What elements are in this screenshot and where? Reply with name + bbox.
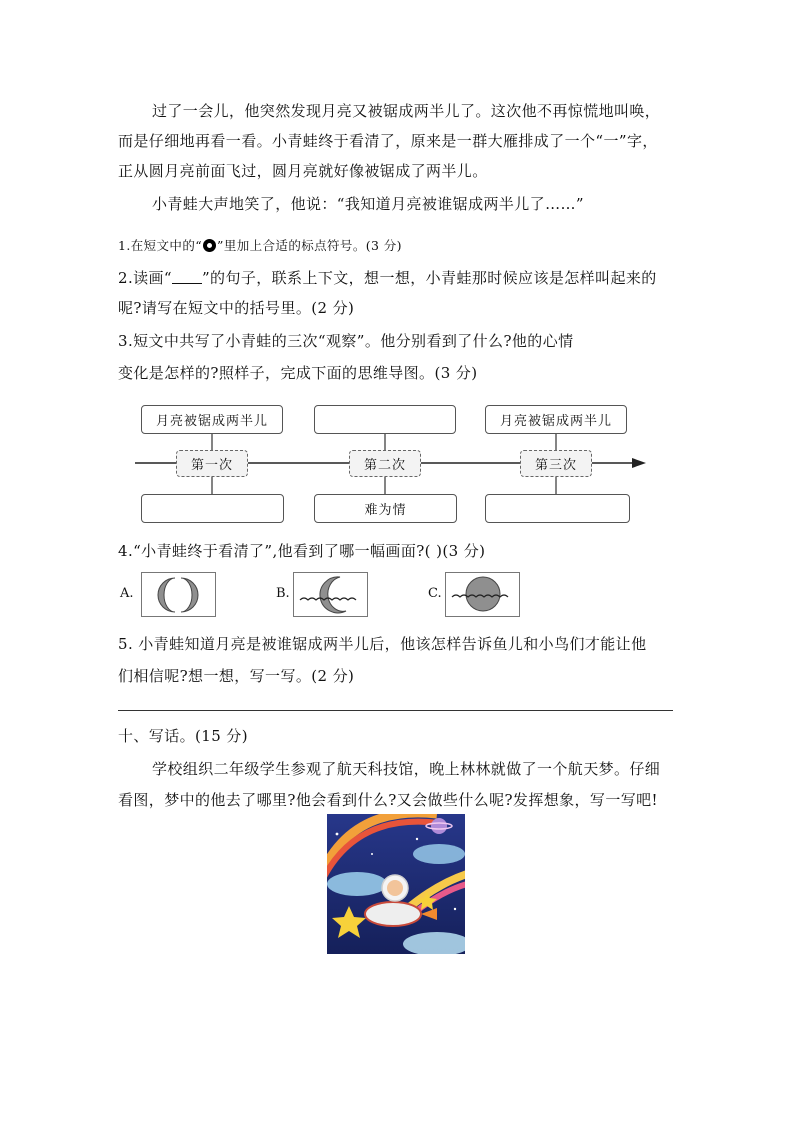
mindmap-top-3: 月亮被锯成两半儿 xyxy=(485,405,627,434)
mindmap-top-2[interactable] xyxy=(314,405,456,434)
space-dream-illustration xyxy=(327,814,465,954)
section-10-line: 学校组织二年级学生参观了航天科技馆，晚上林林就做了一个航天梦。仔细 xyxy=(152,760,661,778)
q2-text-pre: 2.读画“ xyxy=(118,269,172,287)
full-moon-geese-icon xyxy=(446,573,519,616)
answer-line[interactable] xyxy=(118,710,673,711)
astronaut-rocket-icon xyxy=(327,814,465,954)
mindmap-bottom-3[interactable] xyxy=(485,494,630,523)
question-5-line2: 们相信呢?想一想，写一写。(2 分) xyxy=(118,667,355,685)
section-10-line: 看图，梦中的他去了哪里?他会看到什么?又会做些什么呢?发挥想象，写一写吧! xyxy=(118,791,658,809)
option-a-label: A. xyxy=(120,586,134,601)
mindmap-top-1: 月亮被锯成两半儿 xyxy=(141,405,283,434)
passage-line: 而是仔细地再看一看。小青蛙终于看清了，原来是一群大雁排成了一个“一”字， xyxy=(118,132,658,150)
mindmap-node-3: 第三次 xyxy=(520,450,592,477)
question-3-line2: 变化是怎样的?照样子，完成下面的思维导图。(3 分) xyxy=(118,364,478,382)
question-4: 4.“小青蛙终于看清了”,他看到了哪一幅画面?( )(3 分) xyxy=(118,542,486,560)
question-5: 5. 小青蛙知道月亮是被谁锯成两半儿后，他该怎样告诉鱼儿和小鸟们才能让他 xyxy=(118,635,647,653)
passage-line: 过了一会儿，他突然发现月亮又被锯成两半儿了。这次他不再惊慌地叫唤， xyxy=(152,102,661,120)
mindmap-bottom-1[interactable] xyxy=(141,494,284,523)
passage-line: 正从圆月亮前面飞过，圆月亮就好像被锯成了两半儿。 xyxy=(118,162,488,180)
q1-text-pre: 1.在短文中的“ xyxy=(118,238,203,253)
split-moon-icon xyxy=(142,573,215,616)
mindmap-node-2: 第二次 xyxy=(349,450,421,477)
passage-line: 小青蛙大声地笑了，他说：“我知道月亮被谁锯成两半儿了……” xyxy=(152,195,584,213)
option-a-image[interactable] xyxy=(141,572,216,617)
option-b-label: B. xyxy=(276,586,290,601)
q2-text-post: ”的句子，联系上下文，想一想，小青蛙那时候应该是怎样叫起来的 xyxy=(201,269,657,287)
crescent-moon-geese-icon xyxy=(294,573,367,616)
section-10-title: 十、写话。(15 分) xyxy=(118,727,248,745)
question-3: 3.短文中共写了小青蛙的三次“观察”。他分别看到了什么?他的心情 xyxy=(118,332,574,350)
mindmap-node-1: 第一次 xyxy=(176,450,248,477)
q1-text-post: ”里加上合适的标点符号。(3 分) xyxy=(217,238,402,253)
mindmap-bottom-2: 难为情 xyxy=(314,494,457,523)
question-2-line2: 呢?请写在短文中的括号里。(2 分) xyxy=(118,299,355,317)
option-c-image[interactable] xyxy=(445,572,520,617)
option-c-label: C. xyxy=(428,586,442,601)
option-b-image[interactable] xyxy=(293,572,368,617)
